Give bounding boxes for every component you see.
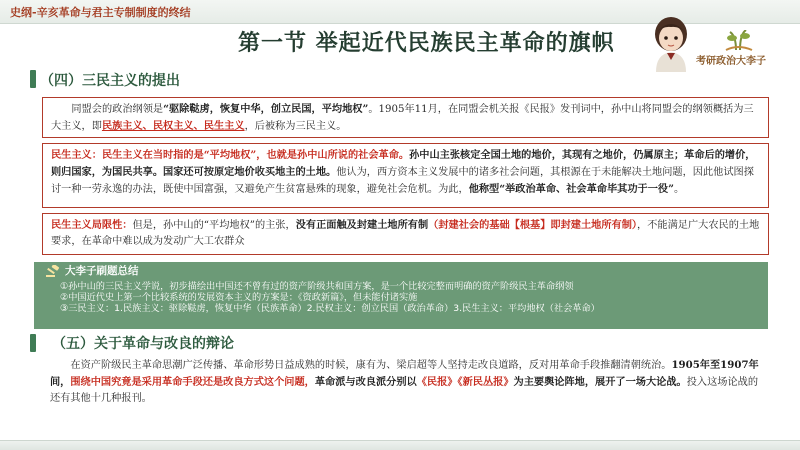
- text: 1905年至1907年间，: [50, 359, 759, 388]
- text: 同盟会的政治纲领是: [71, 104, 164, 115]
- text: 在资产阶级民主革命思潮广泛传播、革命形势日益成熟的时候，康有为、梁启超等人坚持走改良道路，反对用革命手段推翻清朝统治。: [70, 360, 672, 371]
- text: 但是，孙中山的“平均地权”的主张，: [132, 220, 296, 231]
- summary-title: 大李子刷题总结: [65, 264, 139, 277]
- gavel-icon: [46, 265, 60, 277]
- program-box: [42, 97, 769, 138]
- brand-logo: [696, 30, 786, 70]
- three-principles: 民族主义、民权主义、民生主义: [101, 120, 245, 132]
- avatar: [648, 14, 694, 72]
- livelihood-box: [42, 143, 769, 208]
- text: 。1905年11月，在同盟会机关报《民报》发刊词中，孙中山将同盟会的纲领概括为三大主义，即: [51, 104, 754, 132]
- section-marker: [30, 70, 36, 88]
- page-title: 第一节 举起近代民族民主革命的旗帜: [238, 30, 615, 56]
- breadcrumb: 史纲-辛亥革命与君主专制制度的终结: [10, 6, 191, 19]
- text: ，后被称为三民主义。: [244, 121, 347, 132]
- text: 围绕中国究竟是采用革命手段还是改良方式这个问题，: [70, 376, 315, 388]
- summary-box: [34, 262, 768, 329]
- summary-line: ①孙中山的三民主义学说，初步描绘出中国还不曾有过的资产阶级共和国方案，是一个比较完整而明确的资产阶级民主革命纲领: [60, 281, 574, 292]
- text: 没有正面触及封建土地所有制: [295, 219, 429, 231]
- summary-header: [46, 265, 756, 277]
- text: 为主要舆论阵地，展开了一场大论战。: [513, 376, 687, 388]
- text: 他称型“举政治革命、社会革命毕其功于一役”: [468, 183, 674, 195]
- text: （封建社会的基础【根基】即封建土地所有制）: [428, 219, 638, 231]
- newspapers: 《民报》《新民丛报》: [416, 376, 514, 388]
- text: 孙中山主张核定全国土地的地价，其现有之地价，仍属原主；革命后的增价，则归国家，为国民共享。国家还可按原定地价收买地主的土地。: [51, 149, 756, 178]
- debate-paragraph: [42, 357, 769, 407]
- bottom-bar: [0, 440, 800, 450]
- section-title-5: （五）关于革命与改良的辩论: [52, 336, 234, 352]
- summary-line: ②中国近代史上第一个比较系统的发展资本主义的方案是：《资政新篇》，但未能付诸实施: [60, 292, 418, 303]
- text: 革命派与改良派分别以: [314, 376, 417, 388]
- section-marker: [30, 334, 36, 352]
- section-title-4: （四）三民主义的提出: [40, 73, 180, 89]
- text: 。: [673, 184, 685, 195]
- livelihood-label: 民生主义：: [51, 149, 102, 161]
- program-slogan: “驱除鞑虏，恢复中华，创立民国，平均地权”: [163, 103, 369, 115]
- limitation-box: [42, 213, 769, 255]
- limitation-label: 民生主义局限性：: [51, 219, 133, 231]
- summary-line: ③三民主义：1.民族主义：驱除鞑虏，恢复中华（民族革命）2.民权主义：创立民国（政治革命）3.民生主义：平均地权（社会革命）: [60, 303, 600, 314]
- text: ，不能满足广大农民的土地要求，在革命中难以成为发动广大工农群众: [51, 220, 760, 247]
- livelihood-definition: 民生主义在当时指的是“平均地权”，也就是孙中山所说的社会革命。: [101, 149, 410, 161]
- text: 他认为，西方资本主义发展中的诸多社会问题，其根源在于未能解决土地问题，因此他试图探讨一种一劳永逸的办法，既使中国富强，又避免产生贫富悬殊的现象，避免社会危机。为此，: [51, 167, 754, 195]
- logo-text: 考研政治大李子: [696, 56, 766, 67]
- text: 投入这场论战的还有其他十几种报刊。: [50, 377, 759, 404]
